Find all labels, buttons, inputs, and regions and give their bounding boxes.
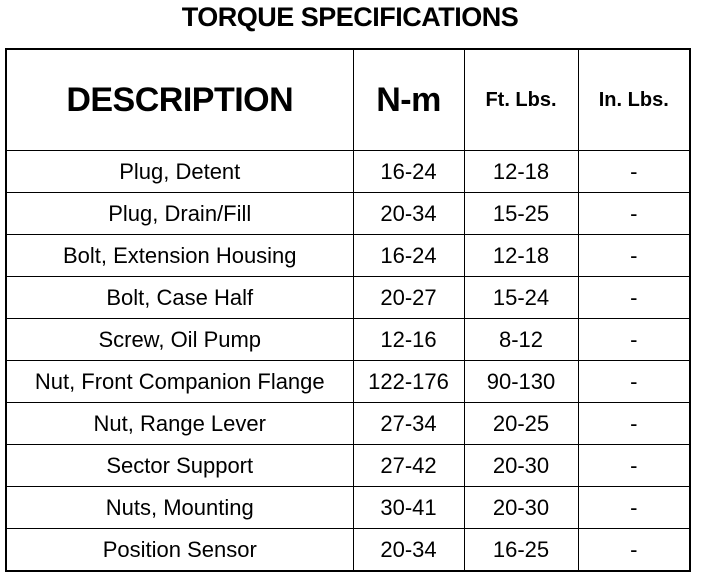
cell-ft-lbs: 90-130 [464, 361, 578, 403]
page-title: TORQUE SPECIFICATIONS [181, 2, 519, 32]
table-row [6, 277, 690, 319]
cell-description: Nuts, Mounting [6, 487, 353, 529]
cell-in-lbs: - [578, 319, 690, 361]
cell-in-lbs: - [578, 193, 690, 235]
table-row [6, 151, 690, 193]
cell-ft-lbs: 8-12 [464, 319, 578, 361]
cell-ft-lbs: 15-25 [464, 193, 578, 235]
cell-description: Plug, Detent [6, 151, 353, 193]
cell-description: Nut, Front Companion Flange [6, 361, 353, 403]
table-header-row [6, 49, 690, 151]
cell-nm: 16-24 [353, 151, 464, 193]
cell-nm: 20-27 [353, 277, 464, 319]
cell-in-lbs: - [578, 529, 690, 572]
cell-nm: 30-41 [353, 487, 464, 529]
torque-specifications-table [5, 48, 691, 572]
cell-nm: 12-16 [353, 319, 464, 361]
cell-ft-lbs: 12-18 [464, 151, 578, 193]
cell-description: Position Sensor [6, 529, 353, 572]
table-row [6, 529, 690, 572]
cell-nm: 27-42 [353, 445, 464, 487]
cell-nm: 20-34 [353, 193, 464, 235]
cell-description: Plug, Drain/Fill [6, 193, 353, 235]
table-row [6, 193, 690, 235]
cell-ft-lbs: 16-25 [464, 529, 578, 572]
column-header-description: DESCRIPTION [6, 49, 353, 151]
cell-nm: 122-176 [353, 361, 464, 403]
cell-in-lbs: - [578, 277, 690, 319]
table-row [6, 361, 690, 403]
cell-description: Nut, Range Lever [6, 403, 353, 445]
cell-ft-lbs: 12-18 [464, 235, 578, 277]
cell-nm: 20-34 [353, 529, 464, 572]
cell-nm: 16-24 [353, 235, 464, 277]
cell-in-lbs: - [578, 235, 690, 277]
cell-ft-lbs: 20-30 [464, 487, 578, 529]
column-header-in-lbs: In. Lbs. [578, 49, 690, 151]
table-row [6, 403, 690, 445]
cell-in-lbs: - [578, 445, 690, 487]
cell-description: Screw, Oil Pump [6, 319, 353, 361]
table-body [6, 151, 690, 572]
cell-ft-lbs: 15-24 [464, 277, 578, 319]
cell-description: Bolt, Case Half [6, 277, 353, 319]
table-row [6, 319, 690, 361]
column-header-ft-lbs: Ft. Lbs. [464, 49, 578, 151]
table-row [6, 445, 690, 487]
cell-in-lbs: - [578, 487, 690, 529]
cell-nm: 27-34 [353, 403, 464, 445]
cell-description: Sector Support [6, 445, 353, 487]
table-row [6, 235, 690, 277]
table-row [6, 487, 690, 529]
cell-ft-lbs: 20-30 [464, 445, 578, 487]
cell-in-lbs: - [578, 361, 690, 403]
cell-ft-lbs: 20-25 [464, 403, 578, 445]
cell-in-lbs: - [578, 403, 690, 445]
cell-description: Bolt, Extension Housing [6, 235, 353, 277]
column-header-nm: N-m [353, 49, 464, 151]
cell-in-lbs: - [578, 151, 690, 193]
